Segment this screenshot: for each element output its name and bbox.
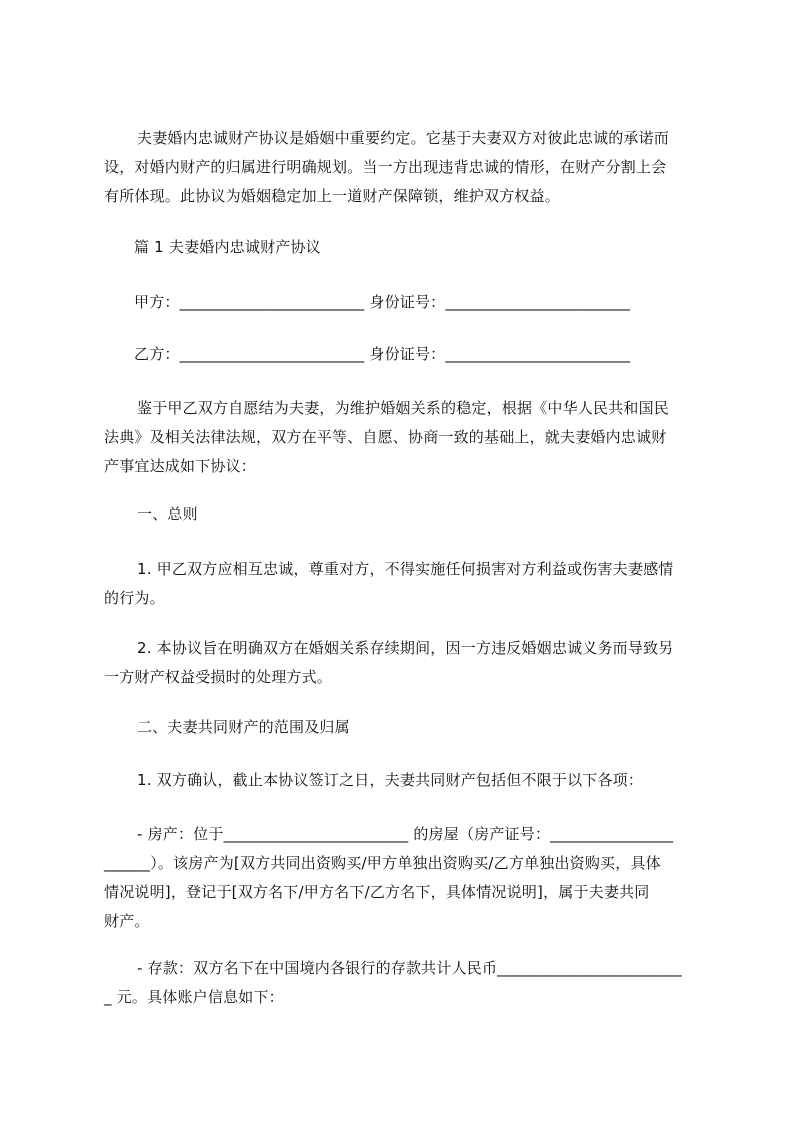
intro-line: 夫妻婚内忠诚财产协议是婚姻中重要约定。它基于夫妻双方对彼此忠诚的承诺而 bbox=[137, 129, 670, 147]
party-a-line bbox=[104, 288, 704, 317]
party-a-text: 甲方：________________________ 身份证号：________________________ bbox=[134, 293, 631, 311]
section1-item1-line: 1. 甲乙双方应相互忠诚，尊重对方，不得实施任何损害对方利益或伤害夫妻感情 bbox=[137, 560, 674, 578]
section1-item1-line: 的行为。 bbox=[104, 589, 165, 607]
party-b-line bbox=[104, 340, 704, 369]
section2-item1 bbox=[104, 766, 704, 795]
house-line: ______）。该房产为[双方共同出资购买/甲方单独出资购买/乙方单独出资购买，具体 bbox=[104, 854, 661, 872]
section1-heading bbox=[104, 500, 704, 529]
house-line: 情况说明]，登记于[双方名下/甲方名下/乙方名下，具体情况说明]，属于夫妻共同 bbox=[104, 883, 650, 901]
house-line: - 房产：位于________________________ 的房屋（房产证号：________________ bbox=[137, 825, 674, 843]
preamble-line: 法典》及相关法律法规，双方在平等、自愿、协商一致的基础上，就夫妻婚内忠诚财 bbox=[104, 428, 667, 446]
deposit-line: - 存款：双方名下在中国境内各银行的存款共计人民币________________________ bbox=[137, 959, 682, 977]
deposit-line: _ 元。具体账户信息如下： bbox=[104, 988, 284, 1006]
agreement-title-text: 篇 1 夫妻婚内忠诚财产协议 bbox=[134, 238, 321, 256]
intro-line: 设，对婚内财产的归属进行明确规划。当一方出现违背忠诚的情形，在财产分割上会 bbox=[104, 158, 667, 176]
section2-item1-text: 1. 双方确认，截止本协议签订之日，夫妻共同财产包括但不限于以下各项： bbox=[137, 771, 644, 789]
preamble-paragraph bbox=[104, 394, 704, 481]
section1-item2-line: 一方财产权益受损时的处理方式。 bbox=[104, 668, 333, 686]
agreement-title bbox=[104, 233, 704, 262]
section1-item2 bbox=[104, 634, 704, 692]
section2-heading-text: 二、夫妻共同财产的范围及归属 bbox=[137, 718, 350, 736]
intro-paragraph bbox=[104, 124, 704, 211]
preamble-line: 鉴于甲乙双方自愿结为夫妻，为维护婚姻关系的稳定，根据《中华人民共和国民 bbox=[137, 399, 670, 417]
house-line: 财产。 bbox=[104, 912, 150, 930]
section2-heading bbox=[104, 713, 704, 742]
preamble-line: 产事宜达成如下协议： bbox=[104, 457, 257, 475]
deposit-paragraph bbox=[104, 954, 704, 1012]
party-b-text: 乙方：________________________ 身份证号：________________________ bbox=[134, 345, 631, 363]
intro-line: 有所体现。此协议为婚姻稳定加上一道财产保障锁，维护双方权益。 bbox=[104, 187, 561, 205]
section1-item2-line: 2. 本协议旨在明确双方在婚姻关系存续期间，因一方违反婚姻忠诚义务而导致另 bbox=[137, 639, 674, 657]
house-paragraph bbox=[104, 820, 704, 936]
section1-item1 bbox=[104, 555, 704, 613]
section1-heading-text: 一、总则 bbox=[137, 505, 198, 523]
